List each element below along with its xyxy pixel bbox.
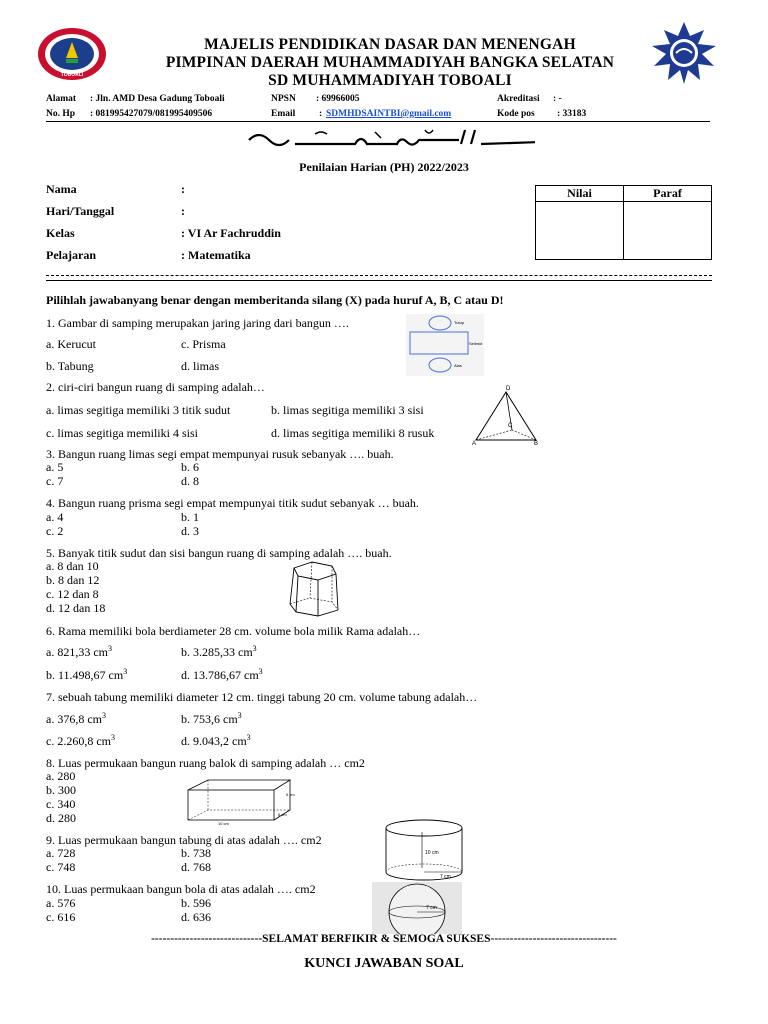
calligraphy-image: [245, 126, 535, 152]
npsn-value: : 69966005: [316, 94, 360, 104]
q5-option-b[interactable]: b. 8 dan 12: [46, 573, 100, 587]
q2-option-a[interactable]: a. limas segitiga memiliki 3 titik sudut: [46, 403, 231, 417]
q5-option-a[interactable]: a. 8 dan 10: [46, 559, 99, 573]
question-2: 2. ciri-ciri bangun ruang di samping adalah…: [46, 380, 265, 394]
q5-option-c[interactable]: c. 12 dan 8: [46, 587, 99, 601]
net-mid-label: Selimut: [469, 341, 483, 346]
q7b-exp: 3: [237, 711, 242, 720]
q7-option-a[interactable]: [46, 712, 106, 726]
q7a-exp: 3: [102, 711, 106, 720]
q1-option-c[interactable]: c. Prisma: [181, 337, 226, 351]
nilai-header: Nilai: [536, 186, 624, 202]
q7-option-d[interactable]: [181, 734, 251, 748]
question-9: 9. Luas permukaan bangun tabung di atas adalah …. cm2: [46, 833, 322, 847]
question-7: 7. sebuah tabung memiliki diameter 12 cm. tinggi tabung 20 cm. volume tabung adalah…: [46, 690, 478, 704]
question-1: 1. Gambar di samping merupakan jaring jaring dari bangun ….: [46, 316, 349, 330]
hari-label: Hari/Tanggal: [46, 204, 115, 218]
q6d-exp: 3: [258, 667, 263, 676]
header-line-1: MAJELIS PENDIDIKAN DASAR DAN MENENGAH: [204, 36, 576, 53]
q2-option-d[interactable]: d. limas segitiga memiliki 8 rusuk: [271, 426, 435, 440]
header-divider: [46, 121, 710, 122]
pyramid-label-b: B: [534, 441, 539, 447]
q8-option-a[interactable]: a. 280: [46, 769, 76, 783]
net-bot-label: Alas: [454, 363, 462, 368]
q10-option-d[interactable]: d. 636: [181, 910, 211, 924]
instruction: Pilihlah jawabanyang benar dengan memberitanda silang (X) pada huruf A, B, C atau D!: [46, 293, 504, 307]
school-logo: [36, 26, 108, 82]
nilai-cell[interactable]: [536, 202, 624, 260]
q4-option-a[interactable]: a. 4: [46, 510, 64, 524]
pyramid-label-a: A: [472, 441, 477, 447]
q3-option-a[interactable]: a. 5: [46, 460, 64, 474]
q6a-exp: 3: [108, 644, 112, 653]
muhammadiyah-logo: [650, 22, 718, 84]
q7c-exp: 3: [111, 733, 115, 742]
q4-option-d[interactable]: d. 3: [181, 524, 199, 538]
question-3: 3. Bangun ruang limas segi empat mempunyai rusuk sebanyak …. buah.: [46, 447, 394, 461]
cylinder-radius-label: 7 cm: [440, 874, 451, 880]
q1-option-d[interactable]: d. limas: [181, 359, 219, 373]
q7b-text: b. 753,6 cm: [181, 712, 238, 726]
q8-option-c[interactable]: c. 340: [46, 797, 76, 811]
q7d-text: d. 9.043,2 cm: [181, 734, 247, 748]
kodepos-label: Kode pos: [497, 109, 535, 119]
score-table: [535, 185, 712, 260]
sphere-figure: [372, 882, 462, 934]
question-10: 10. Luas permukaan bangun bola di atas adalah …. cm2: [46, 882, 316, 896]
q3-option-c[interactable]: c. 7: [46, 474, 64, 488]
closing-message: -----------------------------SELAMAT BERFIKIR & SEMOGA SUKSES---------------------------------: [151, 933, 617, 945]
q6-option-a[interactable]: [46, 645, 112, 659]
q4-option-b[interactable]: b. 1: [181, 510, 199, 524]
hp-value: : 081995427079/081995409506: [90, 109, 213, 119]
pelajaran-label: Pelajaran: [46, 248, 96, 262]
paraf-header: Paraf: [624, 186, 712, 202]
cuboid-height-label: 5 cm: [286, 792, 295, 797]
exam-title: Penilaian Harian (PH) 2022/2023: [299, 160, 469, 174]
email-link[interactable]: SDMHDSAINTBI@gmail.com: [326, 109, 452, 119]
net-top-label: Tutup: [454, 320, 465, 325]
q4-option-c[interactable]: c. 2: [46, 524, 64, 538]
q7d-exp: 3: [246, 733, 251, 742]
hari-value: :: [181, 204, 185, 218]
q6c-exp: 3: [123, 667, 128, 676]
cuboid-figure: [186, 778, 304, 826]
q8-option-d[interactable]: d. 280: [46, 811, 76, 825]
cuboid-length-label: 10 cm: [218, 821, 229, 826]
q8-option-b[interactable]: b. 300: [46, 783, 76, 797]
q2-option-b[interactable]: b. limas segitiga memiliki 3 sisi: [271, 403, 424, 417]
nama-label: Nama: [46, 182, 77, 196]
paraf-cell[interactable]: [624, 202, 712, 260]
q1-option-a[interactable]: a. Kerucut: [46, 337, 96, 351]
cylinder-net-figure: [406, 314, 484, 376]
q7a-text: a. 376,8 cm: [46, 712, 102, 726]
q3-option-d[interactable]: d. 8: [181, 474, 199, 488]
akreditasi-value: : -: [553, 94, 562, 104]
akreditasi-label: Akreditasi: [497, 94, 540, 104]
question-5: 5. Banyak titik sudut dan sisi bangun ruang di samping adalah …. buah.: [46, 546, 392, 560]
cylinder-figure: [384, 818, 464, 882]
header-line-3: SD MUHAMMADIYAH TOBOALI: [268, 72, 512, 89]
npsn-label: NPSN: [271, 94, 296, 104]
q3-option-b[interactable]: b. 6: [181, 460, 199, 474]
alamat-value: : Jln. AMD Desa Gadung Toboali: [90, 94, 225, 104]
nama-value: :: [181, 182, 185, 196]
q10-option-c[interactable]: c. 616: [46, 910, 76, 924]
sphere-radius-label: 7 cm: [426, 905, 437, 911]
cylinder-height-label: 10 cm: [425, 850, 439, 856]
alamat-label: Alamat: [46, 94, 77, 104]
kodepos-value: : 33183: [557, 109, 587, 119]
dashed-divider: [46, 275, 712, 276]
hexagonal-prism-figure: [284, 560, 346, 618]
q10-option-b[interactable]: b. 596: [181, 896, 211, 910]
dashed-divider-2: [46, 280, 712, 281]
pyramid-label-d: D: [506, 386, 511, 392]
kelas-label: Kelas: [46, 226, 75, 240]
q6b-text: b. 3.285,33 cm: [181, 645, 253, 659]
q9-option-a[interactable]: a. 728: [46, 846, 76, 860]
kelas-value: : VI Ar Fachruddin: [181, 226, 281, 240]
q10-option-a[interactable]: a. 576: [46, 896, 76, 910]
q9-option-c[interactable]: c. 748: [46, 860, 76, 874]
pyramid-figure: [470, 386, 542, 450]
question-6: 6. Rama memiliki bola berdiameter 28 cm. volume bola milik Rama adalah…: [46, 624, 421, 638]
q7-option-b[interactable]: [181, 712, 242, 726]
q7-option-c[interactable]: [46, 734, 115, 748]
question-8: 8. Luas permukaan bangun ruang balok di samping adalah … cm2: [46, 756, 365, 770]
pyramid-label-c: C: [508, 423, 513, 429]
q9-option-d[interactable]: d. 768: [181, 860, 211, 874]
email-colon: :: [319, 109, 323, 119]
q6-option-b[interactable]: [181, 645, 257, 659]
q9-option-b[interactable]: b. 738: [181, 846, 211, 860]
q5-option-d[interactable]: d. 12 dan 18: [46, 601, 106, 615]
cuboid-width-label: 6 cm: [278, 812, 287, 817]
q6-option-d[interactable]: [181, 668, 263, 682]
hp-label: No. Hp: [46, 109, 76, 119]
question-4: 4. Bangun ruang prisma segi empat mempunyai titik sudut sebanyak … buah.: [46, 496, 419, 510]
q7c-text: c. 2.260,8 cm: [46, 734, 111, 748]
q6c-text: b. 11.498,67 cm: [46, 668, 124, 682]
answer-key-title: KUNCI JAWABAN SOAL: [304, 956, 464, 971]
q6a-text: a. 821,33 cm: [46, 645, 108, 659]
q6d-text: d. 13.786,67 cm: [181, 668, 259, 682]
header-line-2: PIMPINAN DAERAH MUHAMMADIYAH BANGKA SELATAN: [165, 54, 615, 71]
q1-option-b[interactable]: b. Tabung: [46, 359, 94, 373]
email-label: Email: [271, 109, 296, 119]
logo-caption: TOBOALI: [60, 72, 84, 78]
q6-option-c[interactable]: [46, 668, 127, 682]
pelajaran-value: : Matematika: [181, 248, 251, 262]
q2-option-c[interactable]: c. limas segitiga memiliki 4 sisi: [46, 426, 198, 440]
q6b-exp: 3: [252, 644, 257, 653]
